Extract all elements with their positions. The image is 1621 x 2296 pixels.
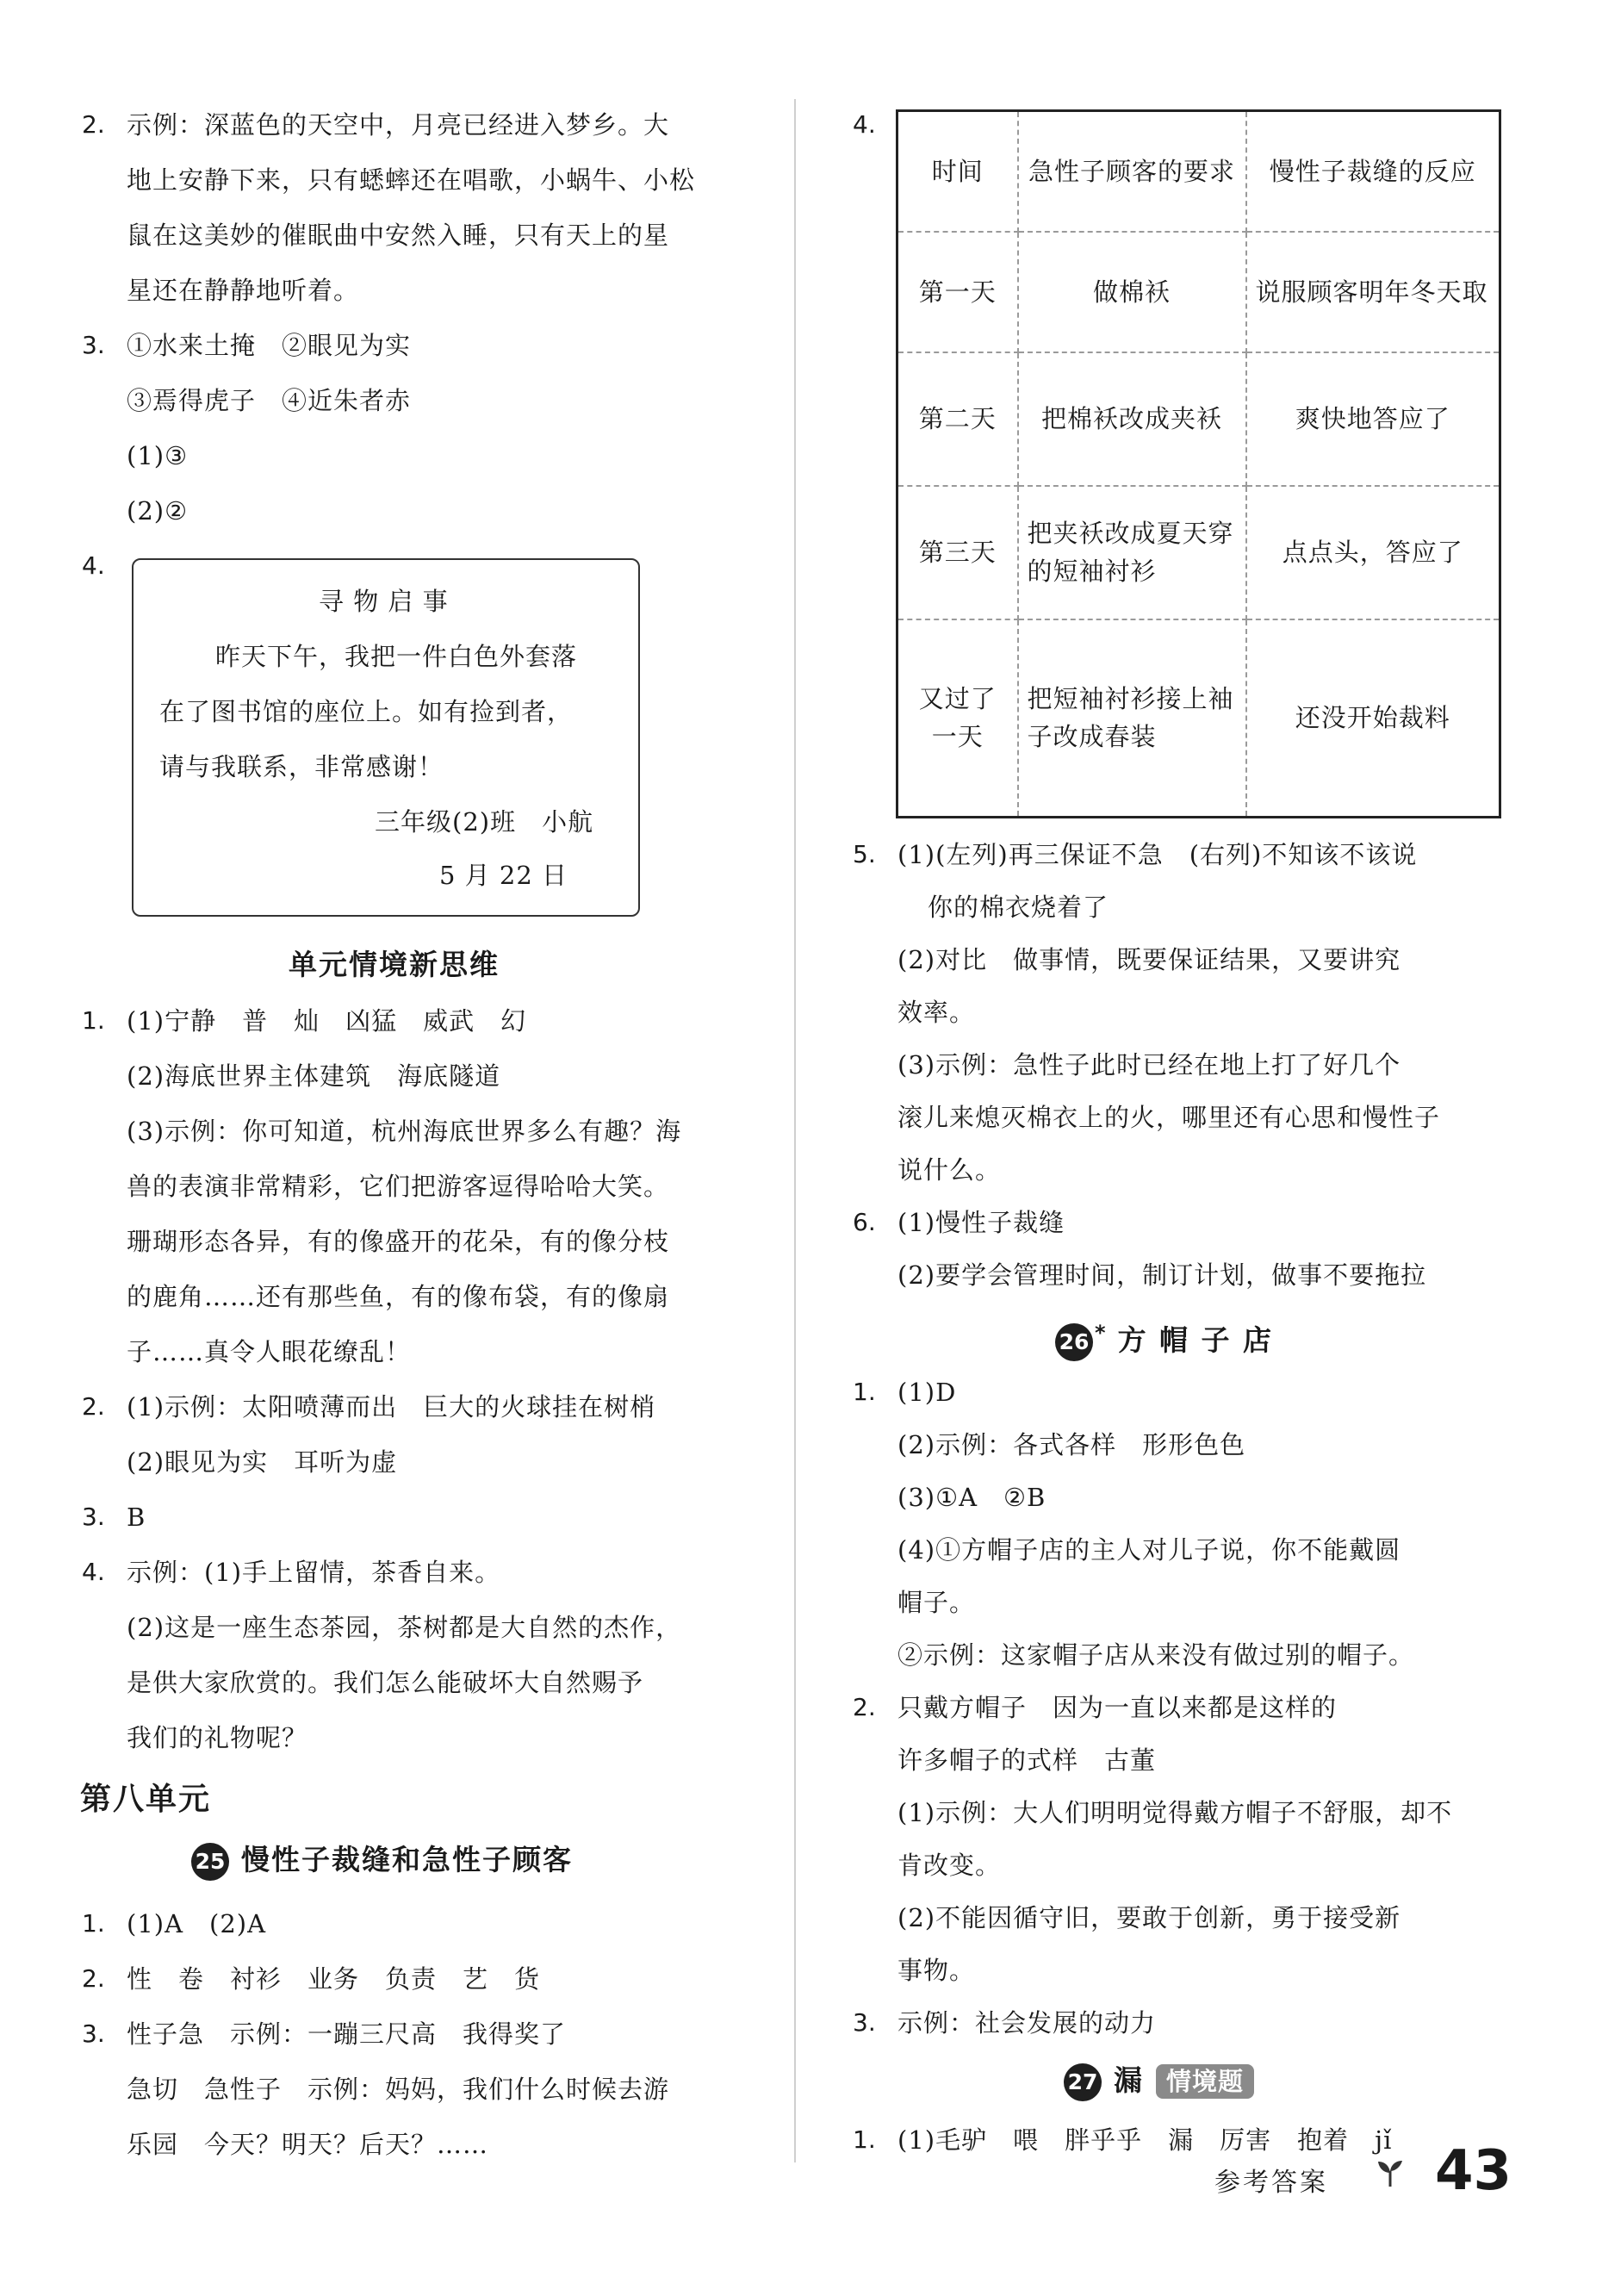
- answer-line: 是供大家欣赏的。我们怎么能破坏大自然赐予: [127, 1668, 644, 1697]
- lost-item-notice: [132, 558, 640, 917]
- answer-line: 事物。: [897, 1956, 976, 1985]
- item-number: 1.: [82, 1909, 105, 1938]
- answer-line: 我们的礼物呢？: [127, 1723, 308, 1752]
- notice-body-line: 在了图书馆的座位上。如有捡到者，: [159, 697, 574, 726]
- notice-body-line: 请与我联系，非常感谢！: [159, 752, 444, 781]
- table-cell: 还没开始裁料: [1246, 619, 1500, 818]
- answer-line: (2)眼见为实 耳听为虚: [127, 1447, 398, 1477]
- answer-line: 珊瑚形态各异，有的像盛开的花朵，有的像分枝: [127, 1227, 670, 1256]
- lesson-number-badge: 27: [1064, 2063, 1102, 2101]
- answer-line: (1)(左列)再三保证不急 (右列)不知该不该说: [897, 840, 1418, 869]
- table-cell: 把夹袄改成夏天穿的短袖衬衫: [1018, 486, 1246, 619]
- item-number: 5.: [853, 840, 876, 868]
- table-cell: 做棉袄: [1018, 232, 1246, 352]
- answer-line: 地上安静下来，只有蟋蟀还在唱歌，小蜗牛、小松: [127, 165, 696, 195]
- answer-line: 星还在静静地听着。: [127, 276, 360, 305]
- optional-lesson-star: *: [1095, 1321, 1108, 1345]
- item-number: 6.: [853, 1208, 876, 1236]
- answer-line: (1)宁静 普 灿 凶猛 威武 幻: [127, 1006, 527, 1036]
- item-number: 2.: [82, 1964, 105, 1993]
- item-number: 4.: [82, 1558, 105, 1586]
- answer-line: (1)示例：太阳喷薄而出 巨大的火球挂在树梢: [127, 1392, 656, 1422]
- answer-line: 性子急 示例：一蹦三尺高 我得奖了: [127, 2019, 567, 2049]
- table-cell: 把棉袄改成夹袄: [1018, 352, 1246, 486]
- item-number: 1.: [853, 1378, 876, 1406]
- answer-line: B: [127, 1503, 146, 1532]
- notice-title: 寻 物 启 事: [319, 587, 449, 616]
- answer-line: (1)慢性子裁缝: [897, 1208, 1065, 1237]
- table-cell: 第二天: [897, 352, 1018, 486]
- answer-line: 帽子。: [897, 1588, 976, 1617]
- comparison-table: [896, 109, 1501, 818]
- answer-line: 许多帽子的式样 古董: [897, 1745, 1157, 1775]
- table-cell: 爽快地答应了: [1246, 352, 1500, 486]
- answer-line: 性 卷 衬衫 业务 负责 艺 货: [127, 1964, 541, 1994]
- answer-line: (2)示例：各式各样 形形色色: [897, 1430, 1246, 1459]
- item-number: 3.: [82, 2019, 105, 2048]
- answer-line: (4)①方帽子店的主人对儿子说，你不能戴圆: [897, 1535, 1401, 1565]
- page-number: 43: [1435, 2139, 1512, 2203]
- answer-line: 说什么。: [897, 1155, 1002, 1185]
- item-number: 3.: [853, 2008, 876, 2037]
- table-cell: 把短袖衬衫接上袖子改成春装: [1018, 619, 1246, 818]
- item-number: 4.: [82, 551, 105, 580]
- notice-body-line: 昨天下午，我把一件白色外套落: [215, 642, 578, 671]
- table-header-cell: 慢性子裁缝的反应: [1246, 111, 1500, 232]
- answer-line: (1)③: [127, 441, 189, 470]
- answer-line: 乐园 今天？明天？后天？……: [127, 2130, 489, 2159]
- table-cell: 说服顾客明年冬天取: [1246, 232, 1500, 352]
- answer-line: (1)A (2)A: [127, 1909, 267, 1938]
- answer-line: (3)①A ②B: [897, 1483, 1047, 1512]
- notice-signer: 三年级(2)班 小航: [375, 807, 594, 837]
- lesson-title: 慢性子裁缝和急性子顾客: [241, 1843, 573, 1876]
- column-divider: [794, 99, 796, 2162]
- answer-line: ①水来土掩 ②眼见为实: [127, 331, 412, 360]
- item-number: 2.: [82, 110, 105, 139]
- sprout-icon: [1375, 2157, 1406, 2192]
- answer-line: (3)示例：你可知道，杭州海底世界多么有趣？海: [127, 1117, 682, 1146]
- lesson-title: 方 帽 子 店: [1117, 1323, 1274, 1357]
- answer-line: ③焉得虎子 ④近朱者赤: [127, 386, 412, 415]
- answer-line: 子……真令人眼花缭乱！: [127, 1337, 412, 1366]
- lesson-title: 漏: [1114, 2063, 1144, 2097]
- answer-line: (2)要学会管理时间，制订计划，做事不要拖拉: [897, 1260, 1427, 1290]
- unit-heading: 第八单元: [80, 1782, 212, 1817]
- table-cell: 点点头，答应了: [1246, 486, 1500, 619]
- answer-line: (2)这是一座生态茶园，茶树都是大自然的杰作，: [127, 1613, 682, 1642]
- item-number: 2.: [82, 1392, 105, 1421]
- scenario-question-tag: 情境题: [1156, 2064, 1254, 2099]
- item-number: 3.: [82, 331, 105, 359]
- answer-line: (2)②: [127, 496, 189, 526]
- notice-date: 5 月 22 日: [439, 861, 568, 890]
- answer-line: (2)不能因循守旧，要敢于创新，勇于接受新: [897, 1903, 1401, 1932]
- answer-line: (1)毛驴 喂 胖乎乎 漏 厉害 抱着 jǐ: [897, 2125, 1393, 2155]
- answer-line: 鼠在这美妙的催眠曲中安然入睡，只有天上的星: [127, 221, 670, 250]
- answer-line: 只戴方帽子 因为一直以来都是这样的: [897, 1693, 1338, 1722]
- item-number: 2.: [853, 1693, 876, 1721]
- answer-line: 示例：深蓝色的天空中，月亮已经进入梦乡。大: [127, 110, 670, 140]
- answer-line: 急切 急性子 示例：妈妈，我们什么时候去游: [127, 2075, 670, 2104]
- table-cell: 第三天: [897, 486, 1018, 619]
- answer-line: 滚儿来熄灭棉衣上的火，哪里还有心思和慢性子: [897, 1103, 1441, 1132]
- item-number: 1.: [82, 1006, 105, 1035]
- table-cell: 第一天: [897, 232, 1018, 352]
- answer-line: (2)海底世界主体建筑 海底隧道: [127, 1061, 501, 1091]
- item-number: 4.: [853, 110, 876, 139]
- answer-line: 示例：社会发展的动力: [897, 2008, 1157, 2038]
- answer-line: ②示例：这家帽子店从来没有做过别的帽子。: [897, 1640, 1415, 1670]
- answer-line: (1)示例：大人们明明觉得戴方帽子不舒服，却不: [897, 1798, 1453, 1827]
- item-number: 1.: [853, 2125, 876, 2154]
- answer-line: 示例：(1)手上留情，茶香自来。: [127, 1558, 501, 1587]
- answer-line: (1)D: [897, 1378, 957, 1407]
- section-heading: 单元情境新思维: [289, 948, 500, 981]
- answer-line: (3)示例：急性子此时已经在地上打了好几个: [897, 1050, 1401, 1080]
- answer-line: 兽的表演非常精彩，它们把游客逗得哈哈大笑。: [127, 1172, 670, 1201]
- table-cell: 又过了一天: [897, 619, 1018, 818]
- table-header-cell: 时间: [897, 111, 1018, 232]
- lesson-number-badge: 25: [191, 1843, 229, 1881]
- answer-line: 效率。: [897, 998, 976, 1027]
- lesson-heading: [1055, 1314, 1273, 1361]
- answer-line: 你的棉衣烧着了: [928, 893, 1109, 922]
- answer-line: (2)对比 做事情，既要保证结果，又要讲究: [897, 945, 1401, 974]
- answer-line: 的鹿角……还有那些鱼，有的像布袋，有的像扇: [127, 1282, 670, 1311]
- item-number: 3.: [82, 1503, 105, 1531]
- answer-line: 肯改变。: [897, 1851, 1002, 1880]
- footer-label: 参考答案: [1214, 2168, 1328, 2198]
- table-header-cell: 急性子顾客的要求: [1018, 111, 1246, 232]
- lesson-heading: [1064, 2062, 1254, 2101]
- lesson-heading: [191, 1841, 573, 1881]
- lesson-number-badge: 26: [1055, 1323, 1093, 1361]
